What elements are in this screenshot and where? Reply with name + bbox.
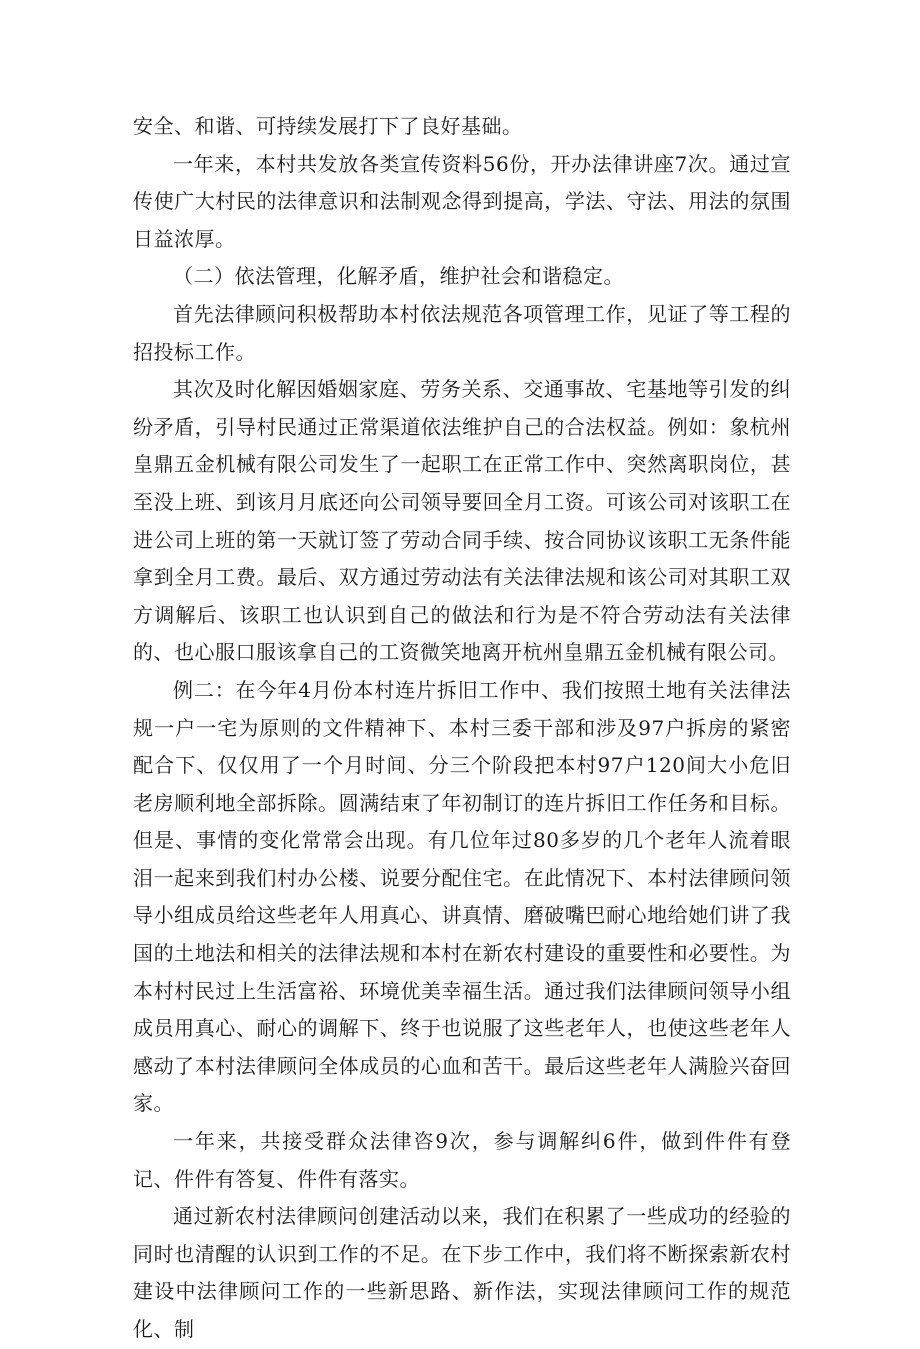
- paragraph-consultation-summary: 一年来，共接受群众法律咨9次，参与调解纠6件，做到件件有登记、件件有答复、件件有落实。: [133, 1129, 791, 1191]
- paragraph-continuation: 安全、和谐、可持续发展打下了良好基础。: [133, 114, 523, 138]
- paragraph-publicity-summary: 一年来，本村共发放各类宣传资料56份，开办法律讲座7次。通过宣传使广大村民的法律意识和法制观念得到提高，学法、守法、用法的氛围日益浓厚。: [133, 151, 791, 251]
- paragraph-dispute-example-2: 例二：在今年4月份本村连片拆旧工作中、我们按照土地有关法律法规一户一宅为原则的文件精神下、本村三委干部和涉及97户拆房的紧密配合下、仅仅用了一个月时间、分三个阶段把本村97户120间大小危旧老房顺利地全部拆除。圆满结束了年初制订的连片拆旧工作任务和目标。但是、事情的变化常常会出现。有几位年过80多岁的几个老年人流着眼泪一起来到我们村办公楼、说要分配住宅。在此情况下、本村法律顾问领导小组成员给这些老年人用真心、讲真情、磨破嘴巴耐心地给她们讲了我国的土地法和相关的法律法规和本村在新农村建设的重要性和必要性。为本村村民过上生活富裕、环境优美幸福生活。通过我们法律顾问领导小组成员用真心、耐心的调解下、终于也说服了这些老年人，也使这些老年人感动了本村法律顾问全体成员的心血和苦干。最后这些老年人满脸兴奋回家。: [133, 677, 791, 1116]
- section-heading-2: （二）依法管理，化解矛盾，维护社会和谐稳定。: [173, 264, 624, 289]
- paragraph-dispute-example-1: 其次及时化解因婚姻家庭、劳务关系、交通事故、宅基地等引发的纠纷矛盾，引导村民通过正常渠道依法维护自己的合法权益。例如：象杭州皇鼎五金机械有限公司发生了一起职工在正常工作中、突然离职岗位，甚至没上班、到该月月底还向公司领导要回全月工资。可该公司对该职工在进公司上班的第一天就订签了劳动合同手续、按合同协议该职工无条件能拿到全月工费。最后、双方通过劳动法有关法律法规和该公司对其职工双方调解后、该职工也认识到自己的做法和行为是不符合劳动法有关法律的、也心服口服该拿自己的工资微笑地离开杭州皇鼎五金机械有限公司。: [133, 377, 791, 665]
- paragraph-management: 首先法律顾问积极帮助本村依法规范各项管理工作，见证了等工程的招投标工作。: [133, 301, 791, 364]
- document-body: [133, 108, 791, 1349]
- paragraph-conclusion: 通过新农村法律顾问创建活动以来，我们在积累了一些成功的经验的同时也清醒的认识到工作的不足。在下步工作中，我们将不断探索新农村建设中法律顾问工作的一些新思路、新作法，实现法律顾问工作的规范化、制: [133, 1204, 791, 1341]
